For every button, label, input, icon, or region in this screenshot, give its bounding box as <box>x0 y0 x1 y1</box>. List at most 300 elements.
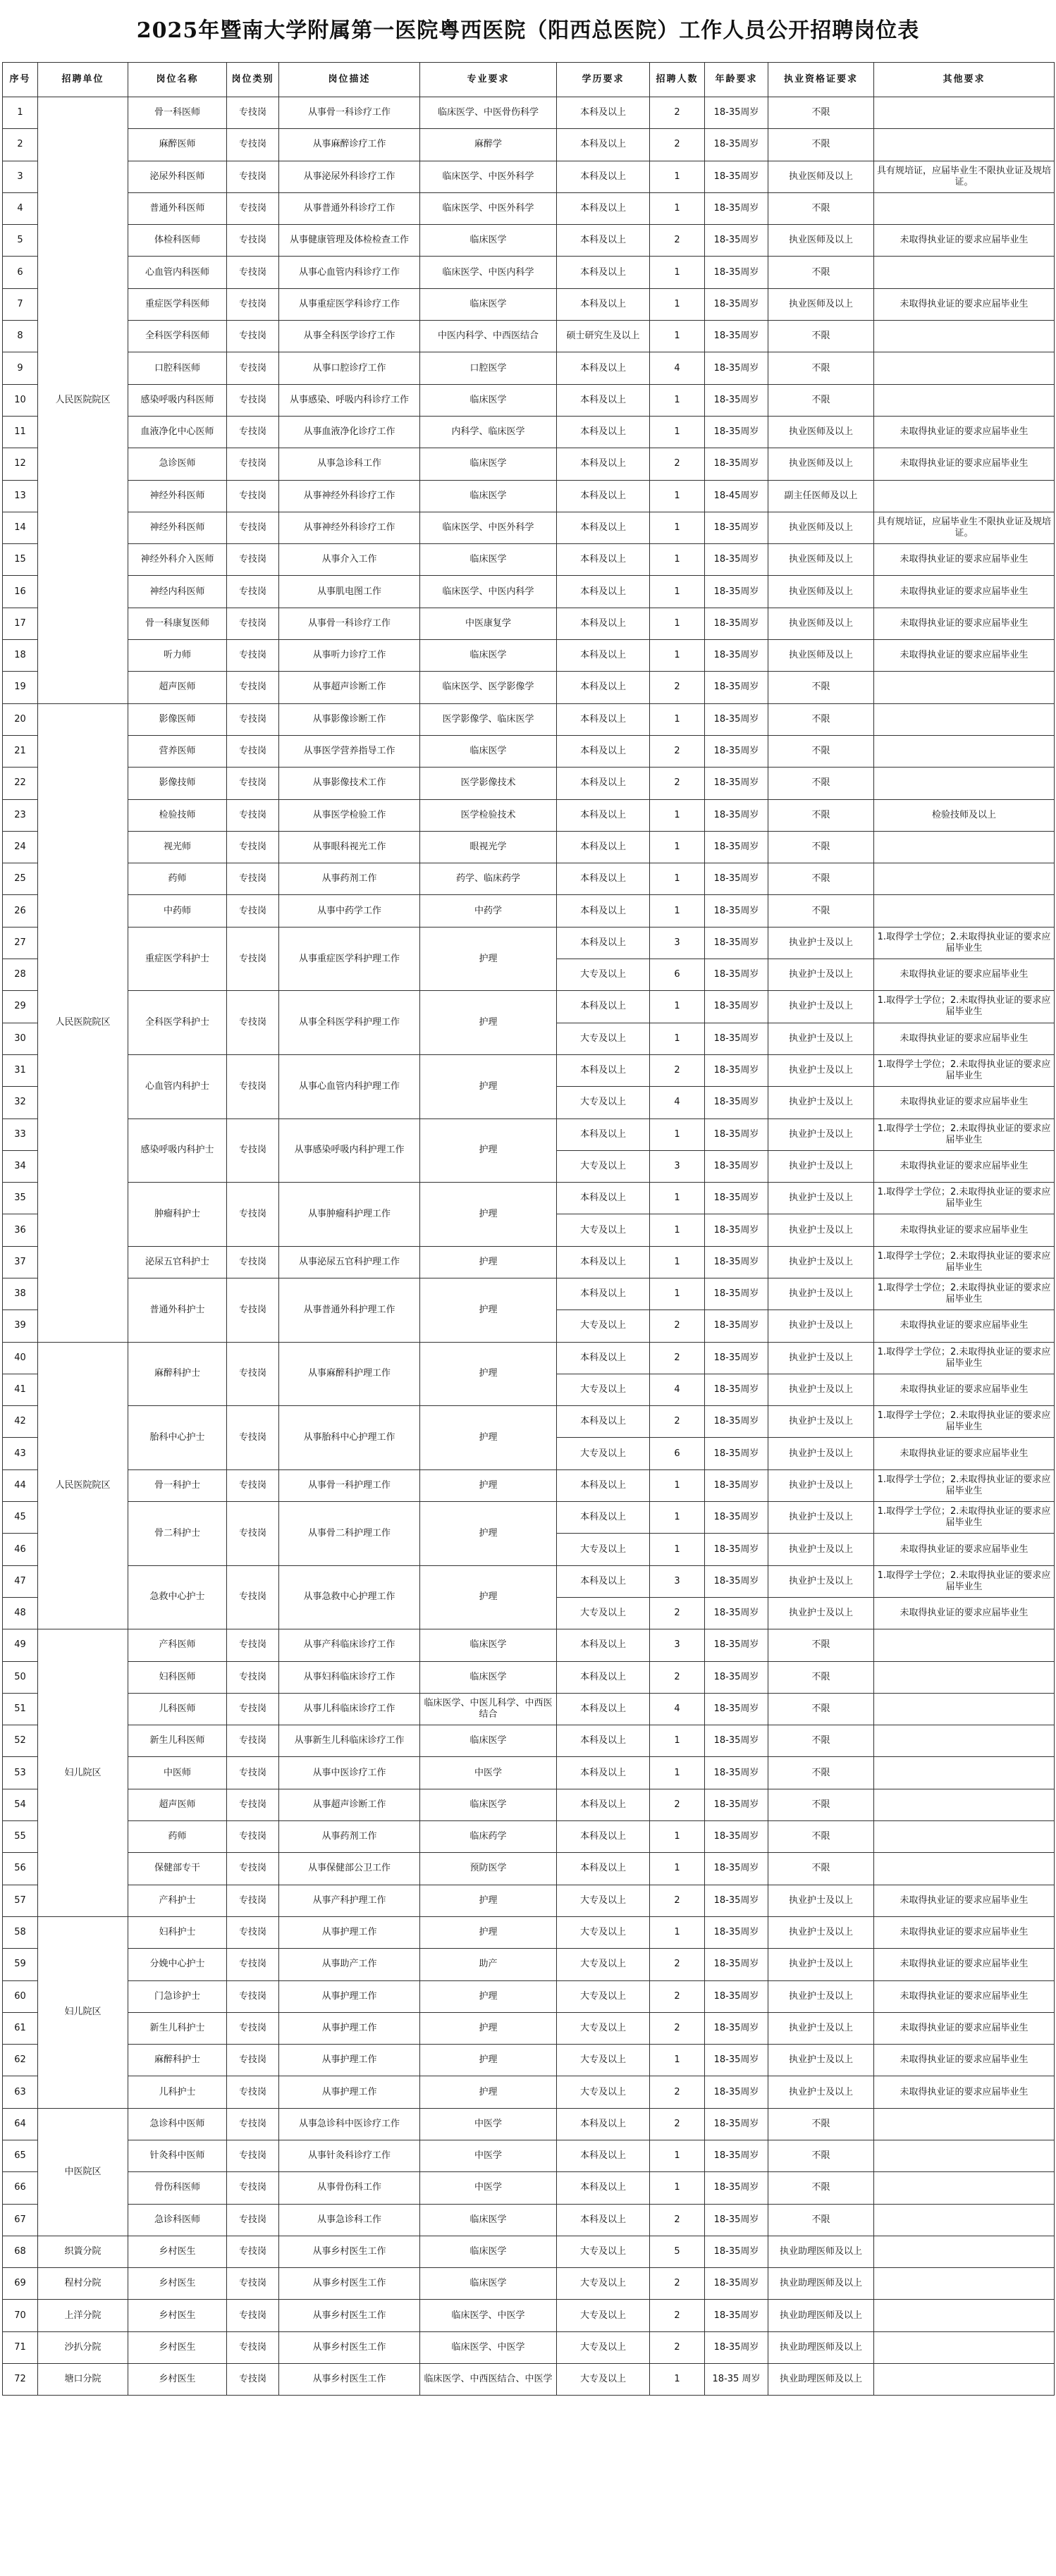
position-name: 感染呼吸内科医师 <box>128 384 227 416</box>
position-description: 从事眼科视光工作 <box>279 831 420 863</box>
education-requirement: 本科及以上 <box>557 2108 650 2140</box>
row-number: 30 <box>3 1023 38 1054</box>
certificate-requirement: 执业医师及以上 <box>768 544 874 576</box>
hire-count: 2 <box>650 1885 705 1916</box>
table-row <box>3 1916 1055 1948</box>
major-requirement: 护理 <box>420 927 557 991</box>
hire-count: 2 <box>650 1406 705 1438</box>
position-category: 专技岗 <box>227 991 279 1055</box>
row-number: 24 <box>3 831 38 863</box>
major-requirement: 护理 <box>420 1278 557 1342</box>
certificate-requirement: 执业医师及以上 <box>768 288 874 320</box>
other-requirement <box>874 384 1055 416</box>
recruiting-unit: 妇儿院区 <box>38 1629 128 1917</box>
major-requirement: 临床医学 <box>420 448 557 480</box>
position-description: 从事骨二科护理工作 <box>279 1502 420 1566</box>
age-requirement: 18-35周岁 <box>705 1885 768 1916</box>
header-age: 年龄要求 <box>705 63 768 97</box>
position-description: 从事感染、呼吸内科诊疗工作 <box>279 384 420 416</box>
certificate-requirement: 执业护士及以上 <box>768 1087 874 1118</box>
row-number: 29 <box>3 991 38 1023</box>
position-description: 从事麻醉诊疗工作 <box>279 129 420 161</box>
table-row <box>3 2268 1055 2300</box>
major-requirement: 中药学 <box>420 895 557 927</box>
row-number: 21 <box>3 735 38 767</box>
education-requirement: 大专及以上 <box>557 1214 650 1246</box>
position-category: 专技岗 <box>227 321 279 352</box>
position-category: 专技岗 <box>227 640 279 672</box>
row-number: 20 <box>3 703 38 735</box>
row-number: 38 <box>3 1278 38 1309</box>
header-description: 岗位描述 <box>279 63 420 97</box>
row-number: 56 <box>3 1853 38 1885</box>
row-number: 48 <box>3 1597 38 1629</box>
position-description: 从事乡村医生工作 <box>279 2300 420 2331</box>
hire-count: 1 <box>650 2045 705 2076</box>
certificate-requirement: 执业护士及以上 <box>768 959 874 991</box>
position-category: 专技岗 <box>227 768 279 799</box>
hire-count: 6 <box>650 1438 705 1469</box>
education-requirement: 本科及以上 <box>557 352 650 384</box>
education-requirement: 本科及以上 <box>557 895 650 927</box>
hire-count: 2 <box>650 735 705 767</box>
other-requirement <box>874 863 1055 895</box>
position-category: 专技岗 <box>227 512 279 543</box>
position-description: 从事新生儿科临床诊疗工作 <box>279 1725 420 1757</box>
row-number: 66 <box>3 2172 38 2204</box>
education-requirement: 大专及以上 <box>557 1310 650 1342</box>
major-requirement: 口腔医学 <box>420 352 557 384</box>
other-requirement: 未取得执业证的要求应届毕业生 <box>874 1916 1055 1948</box>
hire-count: 1 <box>650 1534 705 1565</box>
table-row <box>3 1342 1055 1374</box>
position-name: 重症医学科护士 <box>128 927 227 991</box>
position-category: 专技岗 <box>227 2076 279 2108</box>
age-requirement: 18-35周岁 <box>705 2045 768 2076</box>
row-number: 34 <box>3 1150 38 1182</box>
position-name: 检验技师 <box>128 799 227 831</box>
other-requirement <box>874 2300 1055 2331</box>
table-row <box>3 2364 1055 2396</box>
row-number: 52 <box>3 1725 38 1757</box>
position-category: 专技岗 <box>227 1821 279 1853</box>
certificate-requirement: 不限 <box>768 799 874 831</box>
hire-count: 1 <box>650 640 705 672</box>
position-category: 专技岗 <box>227 1342 279 1406</box>
age-requirement: 18-35周岁 <box>705 703 768 735</box>
table-row <box>3 1629 1055 1661</box>
position-category: 专技岗 <box>227 799 279 831</box>
certificate-requirement: 执业护士及以上 <box>768 1278 874 1309</box>
hire-count: 1 <box>650 1469 705 1501</box>
age-requirement: 18-35周岁 <box>705 1278 768 1309</box>
major-requirement: 护理 <box>420 2045 557 2076</box>
row-number: 53 <box>3 1757 38 1789</box>
row-number: 57 <box>3 1885 38 1916</box>
position-category: 专技岗 <box>227 2140 279 2172</box>
other-requirement: 检验技师及以上 <box>874 799 1055 831</box>
position-category: 专技岗 <box>227 735 279 767</box>
major-requirement: 临床医学 <box>420 384 557 416</box>
other-requirement <box>874 735 1055 767</box>
position-description: 从事产科临床诊疗工作 <box>279 1629 420 1661</box>
table-row <box>3 863 1055 895</box>
other-requirement <box>874 480 1055 512</box>
other-requirement <box>874 2108 1055 2140</box>
position-name: 血液净化中心医师 <box>128 416 227 448</box>
certificate-requirement: 执业护士及以上 <box>768 927 874 959</box>
education-requirement: 大专及以上 <box>557 2331 650 2363</box>
hire-count: 1 <box>650 1183 705 1214</box>
certificate-requirement: 执业护士及以上 <box>768 1118 874 1150</box>
row-number: 44 <box>3 1469 38 1501</box>
age-requirement: 18-35周岁 <box>705 1597 768 1629</box>
row-number: 70 <box>3 2300 38 2331</box>
certificate-requirement: 执业医师及以上 <box>768 512 874 543</box>
education-requirement: 大专及以上 <box>557 1087 650 1118</box>
major-requirement: 护理 <box>420 1406 557 1470</box>
education-requirement: 本科及以上 <box>557 1725 650 1757</box>
table-row <box>3 1980 1055 2012</box>
position-name: 胎科中心护士 <box>128 1406 227 1470</box>
position-description: 从事超声诊断工作 <box>279 672 420 703</box>
position-name: 心血管内科护士 <box>128 1054 227 1118</box>
row-number: 47 <box>3 1565 38 1597</box>
education-requirement: 本科及以上 <box>557 1821 650 1853</box>
age-requirement: 18-35周岁 <box>705 576 768 608</box>
row-number: 16 <box>3 576 38 608</box>
position-name: 麻醉科护士 <box>128 2045 227 2076</box>
position-category: 专技岗 <box>227 1980 279 2012</box>
position-description: 从事麻醉科护理工作 <box>279 1342 420 1406</box>
hire-count: 2 <box>650 1310 705 1342</box>
hire-count: 3 <box>650 1629 705 1661</box>
major-requirement: 临床医学 <box>420 640 557 672</box>
certificate-requirement: 执业医师及以上 <box>768 640 874 672</box>
other-requirement: 未取得执业证的要求应届毕业生 <box>874 1087 1055 1118</box>
other-requirement <box>874 2364 1055 2396</box>
major-requirement: 护理 <box>420 2012 557 2044</box>
table-row <box>3 2045 1055 2076</box>
age-requirement: 18-35周岁 <box>705 2076 768 2108</box>
position-name: 麻醉科护士 <box>128 1342 227 1406</box>
major-requirement: 临床医学、中医外科学 <box>420 192 557 224</box>
position-name: 新生儿科护士 <box>128 2012 227 2044</box>
row-number: 33 <box>3 1118 38 1150</box>
major-requirement: 预防医学 <box>420 1853 557 1885</box>
table-row <box>3 192 1055 224</box>
major-requirement: 护理 <box>420 991 557 1055</box>
education-requirement: 本科及以上 <box>557 225 650 257</box>
table-row <box>3 672 1055 703</box>
position-name: 急诊科中医师 <box>128 2108 227 2140</box>
age-requirement: 18-35周岁 <box>705 288 768 320</box>
hire-count: 1 <box>650 161 705 192</box>
position-name: 急诊医师 <box>128 448 227 480</box>
major-requirement: 临床医学、中医内科学 <box>420 576 557 608</box>
certificate-requirement: 不限 <box>768 2108 874 2140</box>
education-requirement: 大专及以上 <box>557 1916 650 1948</box>
hire-count: 2 <box>650 2268 705 2300</box>
education-requirement: 本科及以上 <box>557 703 650 735</box>
recruiting-unit: 上洋分院 <box>38 2300 128 2331</box>
other-requirement: 1.取得学士学位；2.未取得执业证的要求应届毕业生 <box>874 991 1055 1023</box>
position-description: 从事中医诊疗工作 <box>279 1757 420 1789</box>
certificate-requirement: 执业医师及以上 <box>768 225 874 257</box>
position-name: 泌尿五官科护士 <box>128 1246 227 1278</box>
hire-count: 1 <box>650 416 705 448</box>
certificate-requirement: 执业护士及以上 <box>768 1214 874 1246</box>
age-requirement: 18-35周岁 <box>705 192 768 224</box>
other-requirement: 未取得执业证的要求应届毕业生 <box>874 448 1055 480</box>
position-category: 专技岗 <box>227 1565 279 1629</box>
table-row <box>3 576 1055 608</box>
major-requirement: 中医学 <box>420 2172 557 2204</box>
certificate-requirement: 不限 <box>768 129 874 161</box>
other-requirement <box>874 2140 1055 2172</box>
major-requirement: 中医内科学、中西医结合 <box>420 321 557 352</box>
hire-count: 1 <box>650 544 705 576</box>
position-description: 从事护理工作 <box>279 1916 420 1948</box>
hire-count: 2 <box>650 2108 705 2140</box>
certificate-requirement: 执业护士及以上 <box>768 1565 874 1597</box>
other-requirement <box>874 1629 1055 1661</box>
hire-count: 1 <box>650 576 705 608</box>
position-name: 乡村医生 <box>128 2300 227 2331</box>
position-category: 专技岗 <box>227 2236 279 2267</box>
position-category: 专技岗 <box>227 129 279 161</box>
education-requirement: 本科及以上 <box>557 1629 650 1661</box>
major-requirement: 护理 <box>420 1916 557 1948</box>
other-requirement: 未取得执业证的要求应届毕业生 <box>874 288 1055 320</box>
hire-count: 2 <box>650 2204 705 2236</box>
position-description: 从事乡村医生工作 <box>279 2331 420 2363</box>
table-row <box>3 1789 1055 1820</box>
age-requirement: 18-35周岁 <box>705 448 768 480</box>
certificate-requirement: 执业医师及以上 <box>768 576 874 608</box>
hire-count: 2 <box>650 225 705 257</box>
education-requirement: 本科及以上 <box>557 1406 650 1438</box>
hire-count: 1 <box>650 192 705 224</box>
position-description: 从事肿瘤科护理工作 <box>279 1183 420 1247</box>
position-category: 专技岗 <box>227 1789 279 1820</box>
certificate-requirement: 执业医师及以上 <box>768 161 874 192</box>
other-requirement: 未取得执业证的要求应届毕业生 <box>874 1980 1055 2012</box>
row-number: 46 <box>3 1534 38 1565</box>
position-description: 从事急救中心护理工作 <box>279 1565 420 1629</box>
education-requirement: 本科及以上 <box>557 1853 650 1885</box>
certificate-requirement: 不限 <box>768 192 874 224</box>
row-number: 22 <box>3 768 38 799</box>
major-requirement: 护理 <box>420 1183 557 1247</box>
position-description: 从事胎科中心护理工作 <box>279 1406 420 1470</box>
recruiting-unit: 织篢分院 <box>38 2236 128 2267</box>
row-number: 43 <box>3 1438 38 1469</box>
certificate-requirement: 执业护士及以上 <box>768 1469 874 1501</box>
age-requirement: 18-35周岁 <box>705 129 768 161</box>
table-row <box>3 1054 1055 1086</box>
education-requirement: 本科及以上 <box>557 1278 650 1309</box>
age-requirement: 18-35周岁 <box>705 2140 768 2172</box>
row-number: 3 <box>3 161 38 192</box>
hire-count: 1 <box>650 1725 705 1757</box>
hire-count: 1 <box>650 1916 705 1948</box>
other-requirement: 1.取得学士学位；2.未取得执业证的要求应届毕业生 <box>874 1118 1055 1150</box>
table-row <box>3 1661 1055 1693</box>
age-requirement: 18-35周岁 <box>705 1502 768 1534</box>
certificate-requirement: 不限 <box>768 352 874 384</box>
row-number: 27 <box>3 927 38 959</box>
hire-count: 5 <box>650 2236 705 2267</box>
education-requirement: 大专及以上 <box>557 1597 650 1629</box>
major-requirement: 护理 <box>420 1246 557 1278</box>
row-number: 14 <box>3 512 38 543</box>
education-requirement: 本科及以上 <box>557 831 650 863</box>
certificate-requirement: 执业护士及以上 <box>768 1342 874 1374</box>
age-requirement: 18-35周岁 <box>705 2108 768 2140</box>
position-description: 从事介入工作 <box>279 544 420 576</box>
header-unit: 招聘单位 <box>38 63 128 97</box>
position-category: 专技岗 <box>227 288 279 320</box>
position-category: 专技岗 <box>227 384 279 416</box>
row-number: 1 <box>3 97 38 129</box>
age-requirement: 18-35周岁 <box>705 1629 768 1661</box>
other-requirement <box>874 2331 1055 2363</box>
certificate-requirement: 执业护士及以上 <box>768 1534 874 1565</box>
education-requirement: 本科及以上 <box>557 927 650 959</box>
hire-count: 1 <box>650 1821 705 1853</box>
position-name: 保健部专干 <box>128 1853 227 1885</box>
position-description: 从事普通外科护理工作 <box>279 1278 420 1342</box>
position-category: 专技岗 <box>227 2268 279 2300</box>
position-category: 专技岗 <box>227 1502 279 1566</box>
other-requirement: 未取得执业证的要求应届毕业生 <box>874 1597 1055 1629</box>
certificate-requirement: 不限 <box>768 1661 874 1693</box>
position-category: 专技岗 <box>227 1693 279 1725</box>
age-requirement: 18-35周岁 <box>705 1310 768 1342</box>
position-description: 从事药剂工作 <box>279 1821 420 1853</box>
table-row <box>3 2012 1055 2044</box>
age-requirement: 18-45周岁 <box>705 480 768 512</box>
hire-count: 2 <box>650 1789 705 1820</box>
major-requirement: 麻醉学 <box>420 129 557 161</box>
other-requirement <box>874 257 1055 288</box>
table-row <box>3 1949 1055 1980</box>
age-requirement: 18-35周岁 <box>705 1789 768 1820</box>
certificate-requirement: 执业医师及以上 <box>768 448 874 480</box>
position-category: 专技岗 <box>227 895 279 927</box>
certificate-requirement: 执业护士及以上 <box>768 1054 874 1086</box>
certificate-requirement: 执业护士及以上 <box>768 1980 874 2012</box>
position-name: 神经外科医师 <box>128 512 227 543</box>
hire-count: 2 <box>650 1597 705 1629</box>
recruiting-unit: 人民医院院区 <box>38 97 128 704</box>
position-description: 从事神经外科诊疗工作 <box>279 480 420 512</box>
row-number: 5 <box>3 225 38 257</box>
position-category: 专技岗 <box>227 2045 279 2076</box>
other-requirement <box>874 2236 1055 2267</box>
table-row <box>3 991 1055 1023</box>
certificate-requirement: 执业护士及以上 <box>768 2012 874 2044</box>
major-requirement: 临床医学 <box>420 225 557 257</box>
certificate-requirement: 执业护士及以上 <box>768 1502 874 1534</box>
major-requirement: 中医学 <box>420 1757 557 1789</box>
age-requirement: 18-35周岁 <box>705 161 768 192</box>
other-requirement: 未取得执业证的要求应届毕业生 <box>874 640 1055 672</box>
other-requirement: 1.取得学士学位；2.未取得执业证的要求应届毕业生 <box>874 1565 1055 1597</box>
hire-count: 2 <box>650 2300 705 2331</box>
row-number: 67 <box>3 2204 38 2236</box>
position-name: 全科医学科医师 <box>128 321 227 352</box>
other-requirement: 未取得执业证的要求应届毕业生 <box>874 225 1055 257</box>
position-category: 专技岗 <box>227 1406 279 1470</box>
certificate-requirement: 执业护士及以上 <box>768 1246 874 1278</box>
row-number: 8 <box>3 321 38 352</box>
hire-count: 2 <box>650 1342 705 1374</box>
table-row <box>3 799 1055 831</box>
position-description: 从事影像技术工作 <box>279 768 420 799</box>
hire-count: 4 <box>650 1087 705 1118</box>
education-requirement: 大专及以上 <box>557 1534 650 1565</box>
hire-count: 1 <box>650 1246 705 1278</box>
major-requirement: 护理 <box>420 1054 557 1118</box>
row-number: 2 <box>3 129 38 161</box>
education-requirement: 本科及以上 <box>557 448 650 480</box>
age-requirement: 18-35周岁 <box>705 895 768 927</box>
major-requirement: 护理 <box>420 1980 557 2012</box>
education-requirement: 大专及以上 <box>557 1980 650 2012</box>
position-category: 专技岗 <box>227 1949 279 1980</box>
education-requirement: 大专及以上 <box>557 1885 650 1916</box>
major-requirement: 医学影像技术 <box>420 768 557 799</box>
age-requirement: 18-35周岁 <box>705 799 768 831</box>
position-name: 麻醉医师 <box>128 129 227 161</box>
position-name: 心血管内科医师 <box>128 257 227 288</box>
row-number: 65 <box>3 2140 38 2172</box>
major-requirement: 临床医学 <box>420 2204 557 2236</box>
other-requirement: 未取得执业证的要求应届毕业生 <box>874 1534 1055 1565</box>
position-category: 专技岗 <box>227 416 279 448</box>
certificate-requirement: 执业助理医师及以上 <box>768 2331 874 2363</box>
hire-count: 1 <box>650 1023 705 1054</box>
table-row <box>3 640 1055 672</box>
position-name: 儿科护士 <box>128 2076 227 2108</box>
position-category: 专技岗 <box>227 1278 279 1342</box>
position-name: 分娩中心护士 <box>128 1949 227 1980</box>
position-description: 从事感染呼吸内科护理工作 <box>279 1118 420 1183</box>
other-requirement <box>874 672 1055 703</box>
education-requirement: 本科及以上 <box>557 97 650 129</box>
other-requirement: 未取得执业证的要求应届毕业生 <box>874 576 1055 608</box>
position-description: 从事乡村医生工作 <box>279 2364 420 2396</box>
recruiting-unit: 塘口分院 <box>38 2364 128 2396</box>
position-name: 超声医师 <box>128 672 227 703</box>
major-requirement: 临床医学 <box>420 1661 557 1693</box>
table-row <box>3 1853 1055 1885</box>
major-requirement: 临床医学、中医学 <box>420 2331 557 2363</box>
table-row <box>3 608 1055 639</box>
position-category: 专技岗 <box>227 608 279 639</box>
row-number: 10 <box>3 384 38 416</box>
position-category: 专技岗 <box>227 863 279 895</box>
age-requirement: 18-35周岁 <box>705 991 768 1023</box>
row-number: 50 <box>3 1661 38 1693</box>
position-name: 影像技师 <box>128 768 227 799</box>
position-description: 从事全科医学科护理工作 <box>279 991 420 1055</box>
hire-count: 4 <box>650 1374 705 1405</box>
position-name: 急救中心护士 <box>128 1565 227 1629</box>
position-category: 专技岗 <box>227 576 279 608</box>
